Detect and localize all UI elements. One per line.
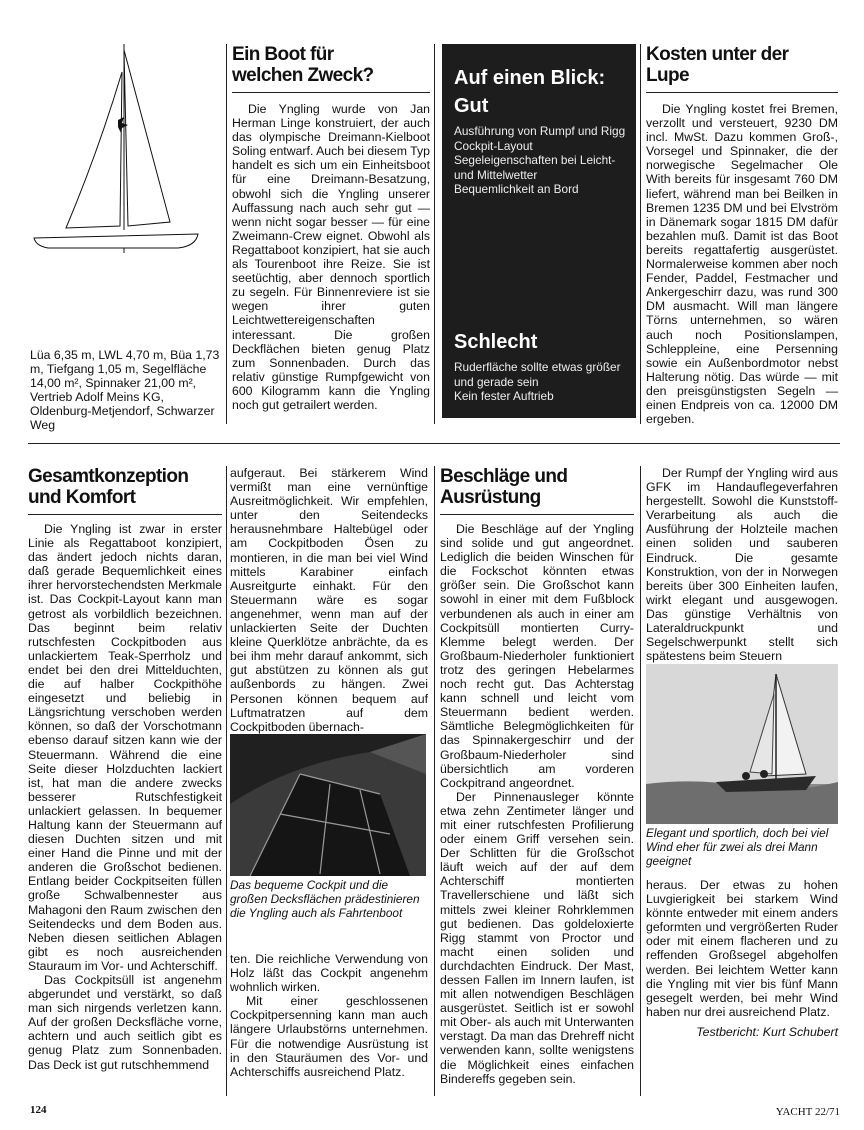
costs-text: Die Yngling kostet frei Bremen, verzollt und versteuert, 9230 DM incl. MwSt. Dazu kommen Groß-, Vorsegel und Spinnaker, die der norwegische Segelmacher Ole With bereits für insgesamt 760 DM liefert, während man bei Beilken in Bremen 1235 DM und bei Elvström in Dänemark sogar 1815 DM dafür bezahlen muß. Damit ist das Boot bereits regattafertig ausgerüstet. Normalerweise kommen aber noch Fender, Paddel, Festmacher und Ankergeschirr dazu, was rund 300 DM ausmacht. Will man längere Törns unternehmen, so wären auch noch Positionslampen, Schleppleine, eine Persenning sowie ein Außenbordmotor nebst Halterung nötig. Das würde — mit den preisgünstigsten Segeln — einen Endpreis von ca. 12000 DM ergeben. — [646, 102, 838, 427]
hull-paragraph-2: heraus. Der etwas zu hohen Luvgierigkeit bei starkem Wind könnte entweder mit einem anders geformten und vergrößerten Ruder oder mit einem flacheren und zu reffenden Großsegel abgeholfen werden. Bei leichtem Wetter kann die Yngling mit vier bis fünf Mann gesegelt werden, bei mehr Wind haben nur drei ausreichend Platz. — [646, 878, 838, 1019]
cockpit-photo — [230, 734, 426, 876]
good-item: Cockpit-Layout — [454, 138, 533, 153]
fittings-paragraph-1: Die Beschläge auf der Yngling sind solide und gut angeordnet. Lediglich die beiden Winschen für die Fockschot könnten etwas größer sein. Die Großschot kann sowohl in einer mit dem Fußblock verbundenen als auch in einer am Cockpitsüll montierten Curry-Klemme belegt werden. Der Großbaum-Niederholer funktioniert trotz des geringen Hebelarmes noch recht gut. Das Achterstag kann schnell und leicht vom Steuermann bedient werden. Sämtliche Belegmöglichkeiten für das Spinnakergeschirr und der Großbaum-Niederholer sind übersichtlich am vorderen Cockpitrand angeordnet. — [440, 522, 634, 790]
comfort-paragraph-2: Das Cockpitsüll ist angenehm abgerundet und verstärkt, so daß man sich nirgends verletzen kann. Auf der großen Decksfläche vorne, achtern und auch seitlich gibt es genug Platz zum Sonnenbaden. Das Deck ist gut rutschhemmend — [28, 973, 222, 1072]
boat-purpose-text: Die Yngling wurde von Jan Herman Linge konstruiert, der auch das olympische Dreimann-Kielboot Soling entwarf. Auch bei diesem Typ handelt es sich um ein Einheitsboot für eine Dreimann-Besatzung, obwohl sich die Yngling unserer Auffassung nach auch sehr gut — wenn nicht sogar besser — für eine Zweimann-Crew eignet. Obwohl als Regattaboot konzipiert, hat sie auch als Tourenboot ihre Reize. Sie ist seetüchtig, aber dennoch sportlich zu segeln. Für Binnenreviere ist sie wegen ihrer guten Leichtwettereigenschaften interessant. Die großen Deckflächen bieten genug Platz zum Sonnenbaden. Durch das relativ günstige Rumpfgewicht von 600 Kilogramm kann die Yngling noch gut getrailert werden. — [232, 102, 431, 412]
comfort-heading: Gesamtkonzeption und Komfort — [28, 466, 189, 508]
glance-title: Auf einen Blick: — [454, 67, 606, 89]
glance-good-label: Gut — [454, 95, 489, 117]
glance-bad-label: Schlecht — [454, 331, 538, 353]
fittings-heading: Beschläge und Ausrüstung — [440, 466, 568, 508]
good-item: Ausführung von Rumpf und Rigg — [454, 124, 626, 138]
boat-specifications: Lüa 6,35 m, LWL 4,70 m, Büa 1,73 m, Tiefgang 1,05 m, Segelfläche 14,00 m², Spinnaker 21,00 m², Vertrieb Adolf Meins KG, Oldenburg-Metjendorf, Schwarzer Weg — [30, 348, 220, 433]
bad-item: Kein fester Auftrieb — [454, 389, 554, 403]
good-item: Segeleigenschaften bei Leicht- und Mittelwetter — [454, 153, 616, 182]
sailboat-drawing — [28, 42, 206, 254]
good-item: Bequemlichkeit an Bord — [454, 182, 579, 196]
page-number: 124 — [30, 1104, 47, 1116]
comfort-paragraph-1: Die Yngling ist zwar in erster Linie als Regattaboot konzipiert, das ändert jedoch nichts daran, daß gerade Bequemlichkeit eines ihrer hervorstechendsten Merkmale ist. Das Cockpit-Layout kann man getrost als vorbildlich bezeichnen. Das beginnt beim relativ rutschfesten Cockpitboden aus unlackiertem Teak-Sperrholz und endet bei den drei Mittelduchten, die auf halber Cockpithöhe eingesetzt und beliebig in Längsrichtung verschoben werden können, so daß der Vorschotmann ebenso darauf sitzen kann wie der Steuermann. Während die eine Seite dieser Holzduchten lackiert ist, hat man die andere zwecks besserer Rutschfestigkeit unlackiert gelassen. In bequemer Haltung kann der Steuermann auf diesen Duchten sitzen und mit einer Hand die Pinne und mit der anderen die Großschot bedienen. Entlang beider Cockpitseiten füllen große Schwalbennester aus Mahagoni den Raum zwischen den Seitendecks und dem Boden aus. Neben diesen seitlichen Ablagen gibt es noch ausreichenden Stauraum im Vor- und Achterschiff. — [28, 522, 222, 973]
comfort-paragraph-4: ten. Die reichliche Verwendung von Holz läßt das Cockpit angenehm wohnlich wirken. — [230, 952, 428, 995]
author-byline: Testbericht: Kurt Schubert — [696, 1024, 838, 1039]
boat-purpose-heading: Ein Boot für welchen Zweck? — [232, 44, 374, 86]
glance-good-list — [454, 124, 626, 197]
at-a-glance-box — [442, 44, 636, 418]
comfort-paragraph-5: Mit einer geschlossenen Cockpitpersenning kann man auch längere Urlaubstörns unternehmen. Für die notwendige Ausrüstung ist in den Stauräumen des Vor- und Achterschiffs ausreichend Platz. — [230, 994, 428, 1079]
costs-heading: Kosten unter der Lupe — [646, 44, 789, 86]
glance-bad-list — [454, 360, 626, 404]
hull-paragraph-1: Der Rumpf der Yngling wird aus GFK im Handauflegeverfahren hergestellt. Sowohl die Kunststoff-Verarbeitung als auch die Ausführung der Holzteile machen einen soliden und sauberen Eindruck. Die gesamte Konstruktion, von der in Norwegen bereits über 300 Einheiten laufen, wirkt elegant und ausgewogen. Das günstige Verhältnis von Lateraldruckpunkt und Segelschwerpunkt stellt sich spätestens beim Steuern — [646, 466, 838, 664]
cockpit-photo-caption: Das bequeme Cockpit und die großen Decksflächen prädestinieren die Yngling auch als Fahrtenboot — [230, 878, 420, 920]
magazine-issue: YACHT 22/71 — [775, 1106, 840, 1118]
sailing-photo-caption: Elegant und sportlich, doch bei viel Wind eher für zwei als drei Mann geeignet — [646, 826, 829, 868]
bad-item: Ruderfläche sollte etwas größer und gerade sein — [454, 360, 621, 389]
comfort-paragraph-3: aufgeraut. Bei stärkerem Wind vermißt man eine vernünftige Ausreitmöglichkeit. Wir empfehlen, unter den Seitendecks herausnehmbare Haltebügel oder am Cockpitboden Ösen zu montieren, in die man bei viel Wind mittels Karabiner einfach Ausreitgurte einhakt. Für den Steuermann wäre es sogar angenehmer, wenn man auf der unlackierten Seite der Duchten kleine Querklötze anbrächte, da es bei ihm mehr darauf ankommt, sich gut abstützen zu können als gut außenbords zu hängen. Zwei Personen können bequem auf Luftmatratzen auf dem Cockpitboden übernach- — [230, 466, 428, 734]
fittings-paragraph-2: Der Pinnenausleger könnte etwa zehn Zentimeter länger und mit einer rutschfesten Profilierung oder einem Griff versehen sein. Der Schlitten für die Großschot läuft weich auf der auf dem Achterschiff montierten Travellerschiene und läßt sich mittels zwei kleiner Rohrklemmen gut bedienen. Das goldeloxierte Rigg stammt von Proctor und macht einen soliden und durchdachten Eindruck. Der Mast, dessen Fallen im Innern laufen, ist mit allen notwendigen Beschlägen ausgerüstet. Seitlich ist er sowohl mit Ober- als auch mit Unterwanten verstagt. Da man das Drehreff nicht verwenden kann, sollte wenigstens die Möglichkeit eines einfachen Bindereffs gegeben sein. — [440, 789, 634, 1086]
sailing-photo — [646, 664, 838, 824]
